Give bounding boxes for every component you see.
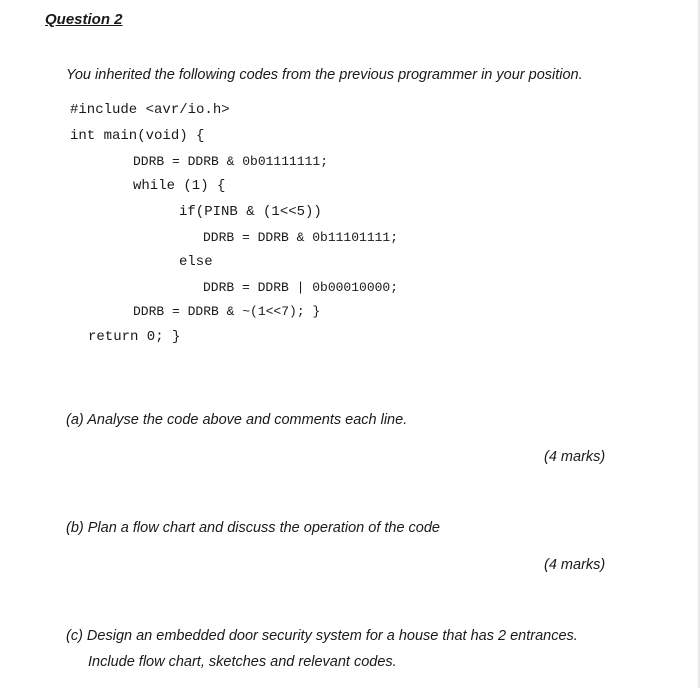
code-line-main: int main(void) {	[70, 128, 205, 144]
code-line-if: if(PINB & (1<<5))	[179, 204, 322, 220]
question-title: Question 2	[45, 11, 123, 28]
part-c-line1: (c) Design an embedded door security system for a house that has 2 entrances.	[66, 628, 578, 644]
code-line-return: return 0; }	[88, 329, 181, 345]
code-line-ddrb-or: DDRB = DDRB | 0b00010000;	[203, 280, 399, 295]
code-line-ddrb-init: DDRB = DDRB & 0b01111111;	[133, 154, 329, 169]
part-a-marks: (4 marks)	[544, 449, 606, 465]
code-line-else: else	[179, 254, 213, 270]
code-line-ddrb-clear: DDRB = DDRB & ~(1<<7); }	[133, 304, 321, 319]
part-a-text: (a) Analyse the code above and comments each line.	[66, 412, 408, 428]
part-b-text: (b) Plan a flow chart and discuss the operation of the code	[66, 520, 440, 536]
part-c-line2: Include flow chart, sketches and relevant codes.	[88, 654, 397, 670]
question-intro: You inherited the following codes from the previous programmer in your position.	[66, 67, 583, 83]
part-b-marks: (4 marks)	[544, 557, 606, 573]
code-line-ddrb-and: DDRB = DDRB & 0b11101111;	[203, 230, 399, 245]
code-line-include: #include <avr/io.h>	[70, 102, 230, 118]
code-line-while: while (1) {	[133, 178, 226, 194]
